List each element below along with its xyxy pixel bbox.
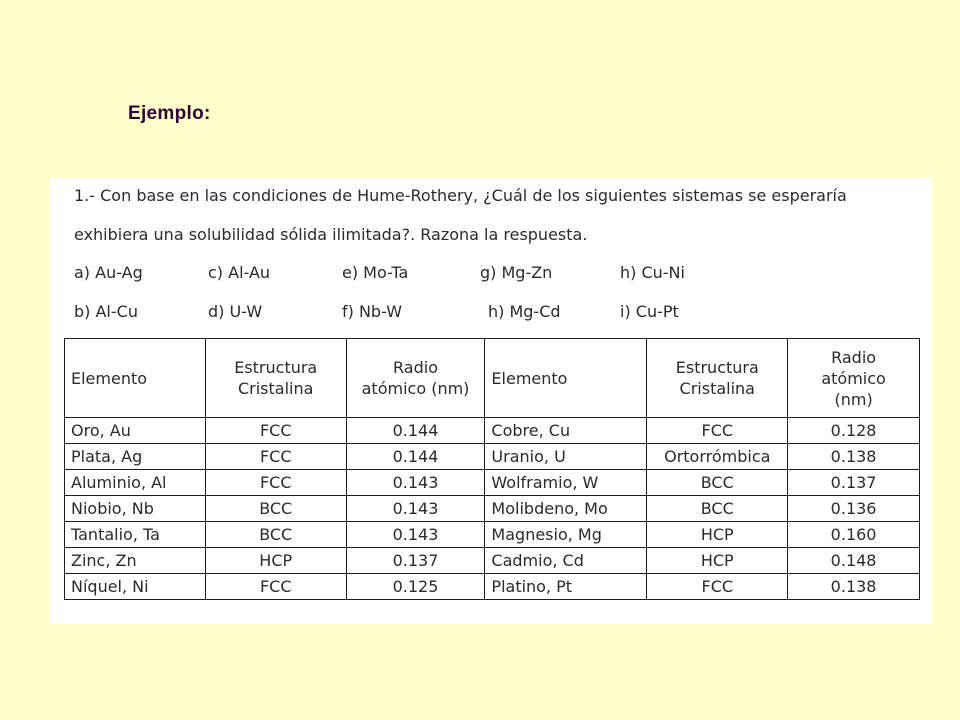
atomic-radius: 0.138 (788, 444, 920, 470)
element-properties-table (64, 338, 920, 600)
atomic-radius: 0.160 (788, 522, 920, 548)
header-radio-2 (788, 339, 920, 418)
crystal-structure: FCC (647, 574, 788, 600)
header-text: Elemento (71, 368, 148, 388)
element-name: Níquel, Ni (65, 574, 206, 600)
atomic-radius: 0.138 (788, 574, 920, 600)
crystal-structure: HCP (647, 548, 788, 574)
header-estructura-2 (647, 339, 788, 418)
header-elemento-2 (485, 339, 647, 418)
option-d: d) U-W (208, 302, 263, 321)
exercise-panel (50, 178, 932, 624)
option-f: f) Nb-W (342, 302, 403, 321)
atomic-radius: 0.136 (788, 496, 920, 522)
atomic-radius: 0.144 (346, 418, 485, 444)
table-row (65, 496, 920, 522)
element-name: Magnesio, Mg (485, 522, 647, 548)
header-text: Radio (831, 347, 877, 367)
option-i: i) Cu-Pt (620, 302, 679, 321)
element-name: Wolframio, W (485, 470, 647, 496)
header-text: Estructura (675, 358, 759, 377)
atomic-radius: 0.125 (346, 574, 485, 600)
crystal-structure: HCP (647, 522, 788, 548)
crystal-structure: BCC (205, 496, 346, 522)
header-text: atómico (821, 368, 886, 388)
table-row (65, 548, 920, 574)
element-name: Platino, Pt (485, 574, 647, 600)
crystal-structure: HCP (205, 548, 346, 574)
page-heading: Ejemplo: (128, 103, 211, 124)
crystal-structure: FCC (647, 418, 788, 444)
option-c: c) Al-Au (208, 263, 271, 282)
header-text: Elemento (491, 368, 568, 388)
atomic-radius: 0.128 (788, 418, 920, 444)
element-name: Cobre, Cu (485, 418, 647, 444)
table-header-row (65, 339, 920, 418)
question-line-1: 1.- Con base en las condiciones de Hume-Rothery, ¿Cuál de los siguientes sistemas se esperaría (74, 186, 847, 205)
element-name: Uranio, U (485, 444, 647, 470)
question-line-2: exhibiera una solubilidad sólida ilimitada?. Razona la respuesta. (74, 225, 588, 244)
crystal-structure: FCC (205, 574, 346, 600)
option-e: e) Mo-Ta (342, 263, 409, 282)
element-name: Tantalio, Ta (65, 522, 206, 548)
atomic-radius: 0.143 (346, 470, 485, 496)
header-elemento-1 (65, 339, 206, 418)
header-text: Radio (393, 358, 438, 377)
header-text: Estructura (234, 358, 318, 377)
header-text: Cristalina (679, 379, 755, 398)
element-name: Plata, Ag (65, 444, 206, 470)
option-h-mg-cd: h) Mg-Cd (488, 302, 561, 321)
crystal-structure: FCC (205, 470, 346, 496)
element-name: Oro, Au (65, 418, 206, 444)
element-name: Molibdeno, Mo (485, 496, 647, 522)
table-row (65, 444, 920, 470)
atomic-radius: 0.143 (346, 496, 485, 522)
atomic-radius: 0.148 (788, 548, 920, 574)
element-name: Niobio, Nb (65, 496, 206, 522)
table-row (65, 574, 920, 600)
crystal-structure: FCC (205, 418, 346, 444)
header-text: Cristalina (237, 379, 314, 398)
element-name: Aluminio, Al (65, 470, 206, 496)
element-name: Cadmio, Cd (485, 548, 647, 574)
crystal-structure: BCC (647, 496, 788, 522)
option-g: g) Mg-Zn (480, 263, 553, 282)
atomic-radius: 0.144 (346, 444, 485, 470)
crystal-structure: FCC (205, 444, 346, 470)
atomic-radius: 0.137 (346, 548, 485, 574)
atomic-radius: 0.137 (788, 470, 920, 496)
table-row (65, 470, 920, 496)
header-text: atómico (nm) (361, 379, 470, 398)
option-a: a) Au-Ag (74, 263, 143, 282)
crystal-structure: BCC (205, 522, 346, 548)
option-b: b) Al-Cu (74, 302, 138, 321)
table-row (65, 522, 920, 548)
crystal-structure: Ortorrómbica (647, 444, 788, 470)
header-estructura-1 (205, 339, 346, 418)
atomic-radius: 0.143 (346, 522, 485, 548)
table-row (65, 418, 920, 444)
option-h-cu-ni: h) Cu-Ni (620, 263, 685, 282)
header-text: (nm) (834, 389, 873, 409)
element-name: Zinc, Zn (65, 548, 206, 574)
header-radio-1 (346, 339, 485, 418)
crystal-structure: BCC (647, 470, 788, 496)
